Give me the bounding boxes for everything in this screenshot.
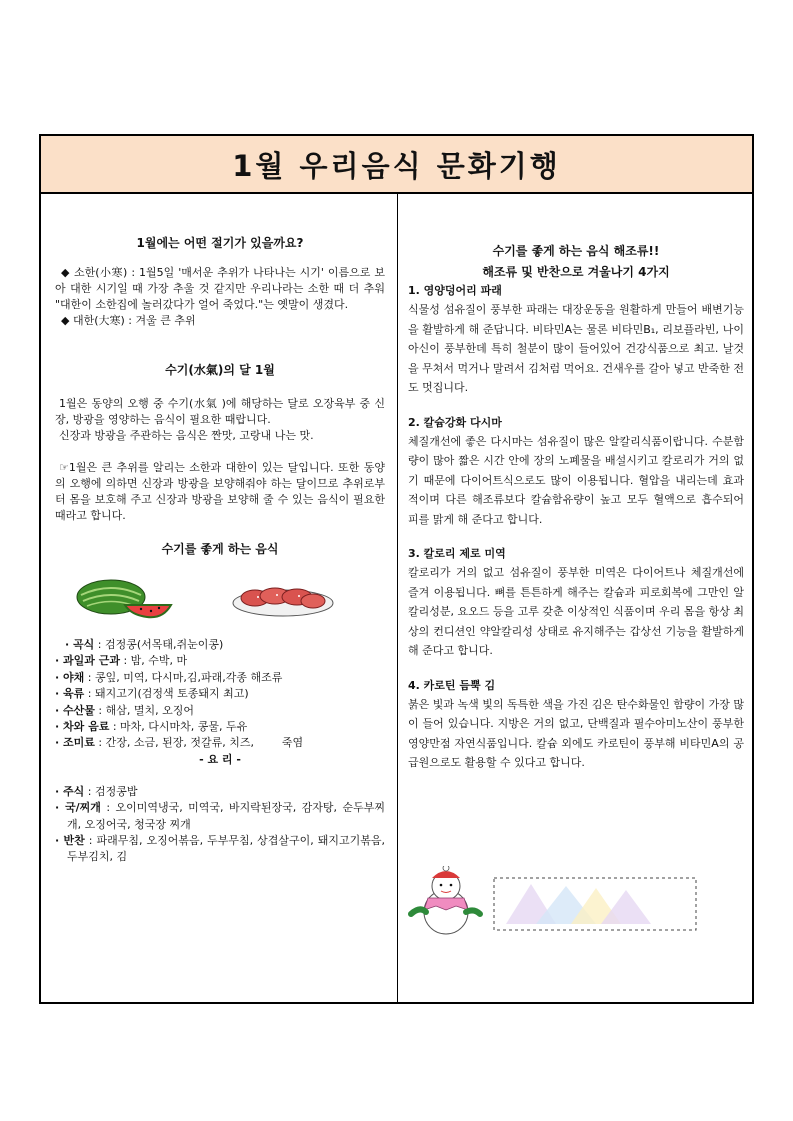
food-item-vegetable: · 야채 : 콩잎, 미역, 다시마,김,파래,각종 해조류 bbox=[55, 670, 283, 684]
sohan-paragraph: ◆ 소한(小寒) : 1월5일 '매서운 추위가 나타나는 시기' 이름으로 보아 대한 시기일 때 가장 추울 것 같지만 우리나라는 소한 때 더 추워 "대한이 소한집에 놀러갔다가 얼어 죽었다."는 옛말이 생겼다. bbox=[55, 266, 385, 311]
page-title: 1월 우리음식 문화기행 bbox=[232, 148, 561, 183]
seaweed-item-title: 1. 영양덩어리 파래 bbox=[408, 284, 502, 297]
dish-item-soup: · 국/찌개 : 오이미역냉국, 미역국, 바지락된장국, 감자탕, 순두부찌개, 오징어국, 청국장 찌개 bbox=[55, 801, 386, 831]
good-foods-heading: 수기를 좋게 하는 음식 bbox=[161, 542, 279, 556]
seaweed-item-body: 체질개선에 좋은 다시마는 섬유질이 많은 알칼리식품이랍니다. 수분함량이 많아 짧은 시간 안에 장의 노폐물을 배설시키고 칼로리가 거의 없기 때문에 다이어트식으로도 많이 이용됩니다. 혈압을 내리는데 효과적이며 다른 해조류보다 칼슘함유량이 높고 모두 혈액으로 흡수되어 피를 맑게 해 준다고 합니다. bbox=[408, 434, 744, 526]
seaweed-item-title: 4. 카로틴 듬뿍 김 bbox=[408, 678, 496, 692]
seaweed-item-body: 칼로리가 거의 없고 섬유질이 풍부한 미역은 다이어트나 체질개선에 즐겨 이용됩니다. 뼈를 튼튼하게 해주는 칼슘과 피로회복에 그만인 알칼리성분, 요오드 등을 고루 갖춘 이상적인 식품이며 우리 몸을 항상 최상의 컨디션인 약알칼리성 상태로 유지해주는 갑상선 기능을 활발하게 해 준다고 합니다. bbox=[408, 566, 744, 657]
winter-tips-heading: 해조류 및 반찬으로 겨울나기 4가지 bbox=[482, 265, 670, 279]
dish-list bbox=[55, 784, 385, 866]
snowman-illustration bbox=[406, 866, 706, 940]
sausage-plate-icon bbox=[233, 588, 333, 616]
seaweed-item-4 bbox=[408, 677, 744, 773]
dish-item-staple: · 주식 : 검정콩밥 bbox=[55, 784, 138, 798]
seaweed-item-title: 3. 칼로리 제로 미역 bbox=[408, 547, 506, 560]
watermelon-and-sausage-illustration bbox=[55, 573, 385, 625]
title-bar bbox=[41, 136, 752, 194]
dish-item-sides: · 반찬 : 파래무침, 오징어볶음, 두부무침, 상겹살구이, 돼지고기볶음, 두부김치, 김 bbox=[55, 834, 385, 864]
content-columns bbox=[41, 194, 752, 1002]
watermelon-icon bbox=[77, 580, 171, 617]
solar-terms-heading: 1월에는 어떤 절기가 있을까요? bbox=[136, 236, 304, 250]
water-energy-paragraph-1: 1월은 동양의 오행 중 수기(水氣 )에 해당하는 달로 오장육부 중 신장, 방광을 영양하는 음식이 필요한 때랍니다. bbox=[55, 397, 385, 426]
seaweed-item-1 bbox=[408, 282, 744, 398]
seaweed-heading: 수기를 좋게 하는 음식 해조류!! bbox=[492, 244, 660, 258]
seaweed-item-body: 붉은 빛과 녹색 빛의 독특한 색을 가진 김은 탄수화물인 함량이 가장 많이 들어 있습니다. 지방은 거의 없고, 단백질과 필수아미노산이 풍부한 영양만점 자연식품입니다. 칼슘 외에도 카로틴이 풍부해 비타민A의 공급원으로도 활용할 수 있다고 합니다. bbox=[408, 697, 744, 769]
seaweed-item-2 bbox=[408, 414, 744, 530]
water-energy-heading: 수기(水氣)의 달 1월 bbox=[165, 363, 275, 377]
daehan-paragraph: ◆ 대한(大寒) : 겨울 큰 추위 bbox=[61, 314, 196, 327]
food-item-meat: · 육류 : 돼지고기(검정색 토종돼지 최고) bbox=[55, 687, 249, 701]
water-energy-paragraph-3: ☞1월은 큰 추위를 알리는 소한과 대한이 있는 달입니다. 또한 동양의 오행에 의하면 신장과 방광을 보양해줘야 하는 달이므로 추위로부터 몸을 보호해 주고 신장과 방광을 보양해 줄 수 있는 음식이 필요한 때라고 합니다. bbox=[55, 461, 385, 522]
seaweed-item-body: 식물성 섬유질이 풍부한 파래는 대장운동을 원활하게 만들어 배변기능을 활발하게 해 준답니다. 비타민A는 물론 비타민B₁, 리보플라빈, 나이아신이 풍부한데 특히 철분이 많이 들어있어 건강식품으로 최고. 날것을 무쳐서 먹거나 말려서 김처럼 먹어요. 건새우를 갈아 넣고 반죽한 전도 멋집니다. bbox=[408, 303, 744, 394]
left-column bbox=[41, 194, 398, 1002]
seaweed-item-title: 2. 칼슘강화 다시마 bbox=[408, 415, 502, 429]
water-energy-paragraph-2: 신장과 방광을 주관하는 음식은 짠맛, 고랑내 나는 맛. bbox=[59, 429, 314, 442]
right-column bbox=[398, 194, 752, 1002]
seaweed-item-3 bbox=[408, 545, 744, 661]
food-item-seasoning: · 조미료 : 간장, 소금, 된장, 젓갈류, 치즈, 죽염 bbox=[55, 736, 304, 750]
food-item-fruit: · 과일과 근과 : 밤, 수박, 마 bbox=[55, 654, 188, 668]
newsletter-sheet bbox=[39, 134, 754, 1004]
snowman-icon bbox=[406, 866, 706, 936]
food-item-seafood: · 수산물 : 해삼, 멸치, 오징어 bbox=[55, 703, 194, 717]
food-item-grain: · 곡식 : 검정콩(서목태,쥐눈이콩) bbox=[65, 638, 224, 651]
recipes-heading: - 요 리 - bbox=[199, 752, 241, 766]
food-item-tea: · 차와 음료 : 마차, 다시마차, 콩물, 두유 bbox=[55, 720, 248, 734]
food-list bbox=[55, 637, 385, 752]
food-illustrations bbox=[55, 573, 385, 625]
